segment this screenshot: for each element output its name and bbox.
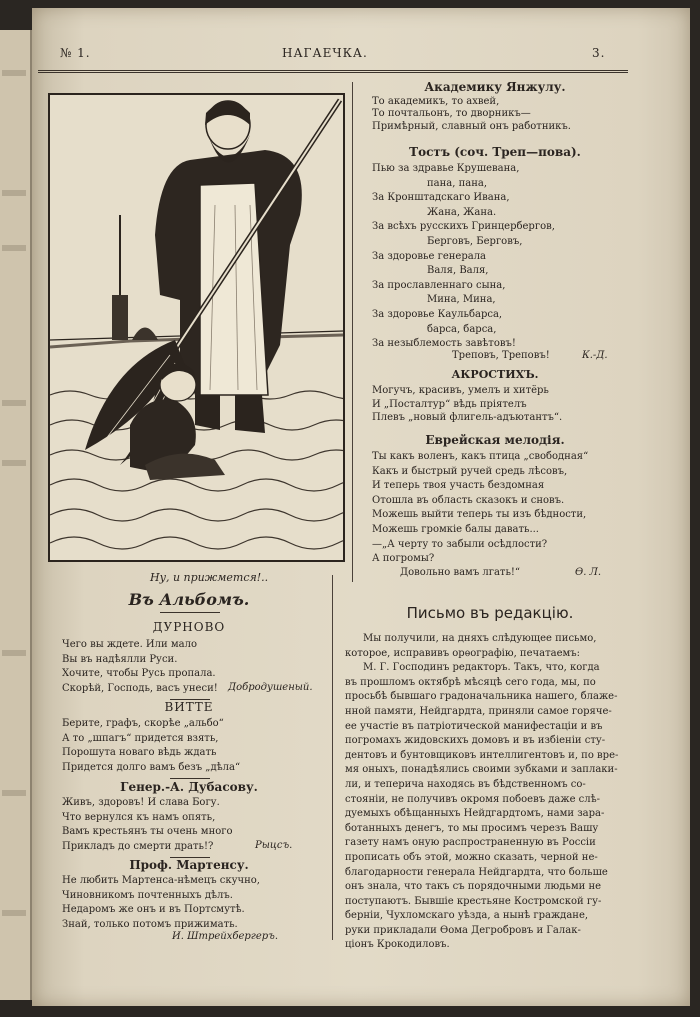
poem-melody-final-line: Довольно вамъ лгать!“ (400, 567, 521, 578)
verse-dubasov (62, 796, 233, 854)
verse-line: Можешь выйти теперь ты изъ бѣдности, (372, 509, 587, 521)
verse-line: Чего вы ждете. Или мало (62, 639, 197, 650)
issue-number: № 1. (60, 46, 91, 60)
verse-line: И „Посталтур“ вѣдь пріятелъ (372, 398, 527, 410)
verse-line: Что вернулся къ намъ опять, (62, 811, 216, 823)
section-title-dubasov: Генер.-А. Дубасову. (120, 780, 258, 794)
letter-title: Письмо въ редакцію. (406, 604, 574, 622)
verse-line: Плевъ „новый флигель-адъютантъ“. (372, 412, 563, 423)
poem-title-acrostic: АКРОСТИХЪ. (451, 368, 539, 381)
text-line: поступаютъ. Бывшіе крестьяне Костромской гу- (345, 895, 602, 907)
text-line: берніи, Чухломскаго уѣзда, а нынѣ граждане, (345, 910, 589, 922)
column-divider-upper (352, 82, 353, 582)
header-rule-double (38, 72, 628, 73)
text-line: онъ знала, что такъ съ порядочными людьми не (345, 881, 602, 893)
poem-title-melody: Еврейская мелодія. (425, 433, 565, 447)
text-line: М. Г. Господинъ редакторъ. Такъ, что, когда (363, 662, 600, 674)
letter-body (345, 632, 635, 953)
verse-line: За незыблемость завѣтовъ! (372, 338, 516, 350)
verse-line: Скорѣй, Господь, васъ унеси! (62, 682, 218, 694)
verse-line: За прославленнаго сына, (372, 279, 506, 291)
verse-line: А погромы? (372, 553, 435, 565)
verse-witte (62, 717, 240, 775)
verse-martens (62, 874, 260, 932)
verse-line: барса, барса, (427, 323, 497, 335)
poem-title-yanzhul: Академику Янжулу. (424, 80, 566, 94)
verse-line: Недаромъ же онъ и въ Портсмутѣ. (62, 904, 245, 916)
verse-line: Примѣрный, славный онъ работникъ. (372, 120, 571, 132)
text-line: руки прикладали Ѳома Дегробровъ и Галак- (345, 924, 581, 936)
poem-acrostic (372, 384, 562, 425)
verse-line: Вы въ надѣялли Руси. (62, 653, 178, 665)
poem-title-tost: Тостъ (соч. Треп—пова). (409, 145, 581, 159)
verse-line: Ты какъ воленъ, какъ птица „свободная“ (372, 451, 589, 462)
signature-martens: И. Штрейхбергеръ. (172, 931, 279, 942)
text-line: погромахъ жидовскихъ домовъ и въ избіеніи сту- (345, 735, 606, 747)
album-heading: Въ Альбомъ. (128, 590, 250, 609)
verse-durnovo (62, 638, 218, 696)
text-line: ботанныхъ денегъ, то мы просимъ черезъ Вашу (345, 822, 599, 834)
verse-line: Жана, Жана. (427, 206, 497, 218)
text-line: ціонъ Крокодиловъ. (345, 939, 450, 951)
header-rule (38, 70, 628, 71)
verse-line: пана, пана, (427, 177, 488, 189)
verse-line: Какъ и быстрый ручей средь лѣсовъ, (372, 465, 568, 477)
section-title-durnovo: ДУРНОВО (152, 620, 226, 634)
verse-line: За Кронштадскаго Ивана, (372, 192, 510, 204)
text-line: дентовъ и бунтовщиковъ интеллигентовъ и, по вре- (345, 749, 619, 761)
verse-line: Хочите, чтобы Русь пропала. (62, 668, 216, 680)
text-line: Мы получили, на дняхъ слѣдующее письмо, (363, 633, 597, 644)
poem-yanzhul (372, 96, 571, 133)
column-divider (332, 575, 333, 940)
text-line: просьбѣ бывшаго градоначальника нашего, блаже- (345, 691, 618, 703)
signature-durnovo: Добродушеный. (228, 682, 313, 693)
page-number: 3. (592, 46, 606, 60)
cartoon-caption: Ну, и прижмется!.. (150, 571, 269, 584)
signature-dubasov: Рыцсъ. (255, 840, 293, 851)
verse-line: Прикладъ до смерти драть!? (62, 840, 214, 852)
previous-page-edge (0, 30, 32, 1000)
text-line: ли, и теперича находясь въ бѣдственномъ со- (345, 778, 586, 790)
verse-line: Вамъ крестьянъ ты очень много (62, 826, 233, 838)
cartoon-drawing (50, 95, 343, 560)
verse-line: Можешь громкіе балы давать... (372, 523, 539, 535)
cartoon-illustration (48, 93, 345, 562)
verse-line: Валя, Валя, (427, 265, 489, 277)
text-line: мя оныхъ, понадѣялись своими зубками и заплаки- (345, 764, 618, 776)
verse-line: Придется долго вамъ безъ „дѣла“ (62, 761, 241, 773)
verse-line: За здоровье Каульбарса, (372, 308, 503, 320)
verse-line: То академикъ, то ахвей, (372, 96, 500, 107)
verse-line: Берговъ, Берговъ, (427, 235, 523, 247)
verse-line: Пью за здравье Крушевана, (372, 163, 520, 174)
album-heading-rule (160, 612, 220, 613)
verse-line: Чиновникомъ почтенныхъ дѣлъ. (62, 889, 233, 901)
text-line: ее участіе въ патріотической манифестаціи и въ (345, 720, 603, 732)
verse-line: А то „шпагъ“ придется взять, (62, 732, 219, 744)
text-line: прописать объ этой, можно сказать, черной не- (345, 851, 598, 863)
section-title-witte: ВИТТЕ (164, 700, 214, 714)
text-line: благодарности генерала Нейдгардта, что больше (345, 866, 608, 878)
poem-tost-final-line: Треповъ, Треповъ! (452, 350, 550, 361)
text-line: дуемыхъ обѣщанныхъ Нейдгардтомъ, нами зара- (345, 808, 605, 820)
verse-line: Живъ, здоровъ! И слава Богу. (62, 797, 220, 808)
verse-line: Знай, только потомъ прижимать. (62, 918, 238, 930)
poem-tost-signature: К.-Д. (582, 350, 608, 361)
verse-line: И теперь твоя участь бездомная (372, 480, 545, 492)
text-line: нной памяти, Нейдгардта, приняли самое горяче- (345, 705, 612, 717)
poem-melody (372, 450, 588, 567)
verse-line: Порошута новаго вѣдь ждать (62, 747, 217, 759)
text-line: которое, исправивъ орѳографію, печатаемъ: (345, 647, 581, 659)
text-line: стояніи, не получивъ окромя побоевъ даже слѣ- (345, 793, 601, 805)
poem-melody-signature: Ѳ. Л. (575, 567, 602, 578)
verse-line: За здоровье генерала (372, 250, 487, 262)
verse-line: Могучъ, красивъ, умелъ и хитёрь (372, 385, 549, 396)
section-divider (170, 778, 210, 779)
text-line: въ прошломъ октябрѣ мѣсяцѣ сего года, мы, по (345, 676, 596, 688)
section-title-martens: Проф. Мартенсу. (129, 858, 249, 872)
verse-line: Отошла въ область сказокъ и сновъ. (372, 494, 565, 506)
verse-line: Не любить Мартенса-нѣмецъ скучно, (62, 875, 260, 886)
verse-line: За всѣхъ русскихъ Гринцербергов, (372, 221, 555, 233)
poem-tost (372, 162, 555, 352)
verse-line: Мина, Мина, (427, 294, 496, 306)
verse-line: То почтальонъ, то дворникъ— (372, 108, 531, 120)
masthead-title: НАГАЕЧКА. (282, 46, 368, 60)
verse-line: —„А черту то забыли осѣдлости? (372, 538, 548, 550)
text-line: газету намъ оную распространенную въ Россіи (345, 837, 596, 849)
verse-line: Берите, графъ, скорѣе „альбо“ (62, 718, 224, 729)
